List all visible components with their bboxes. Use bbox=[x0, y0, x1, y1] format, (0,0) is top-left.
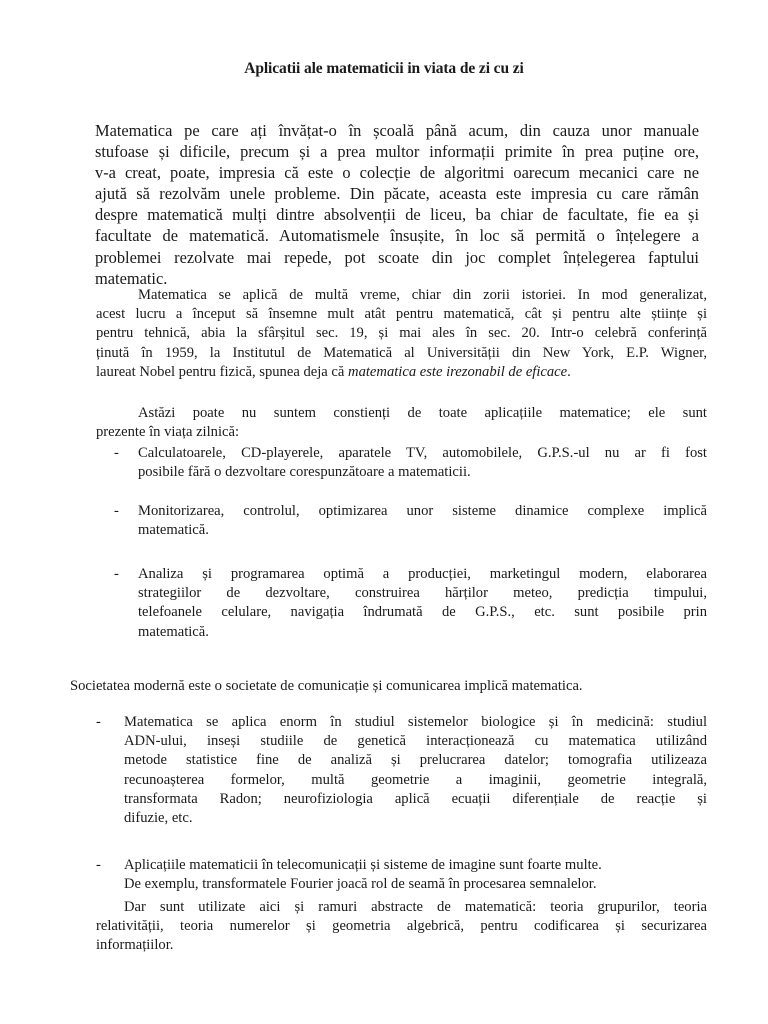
text-line: Monitorizarea, controlul, optimizarea unor sisteme dinamice complexe implică bbox=[138, 503, 707, 519]
text-line: matematic. bbox=[95, 268, 168, 288]
list-dash: - bbox=[114, 566, 119, 582]
text-line: Analiza și programarea optimă a producției, marketingul modern, elaborarea bbox=[138, 566, 707, 582]
history-paragraph bbox=[96, 286, 707, 382]
text-line: Matematica se aplica enorm în studiul sistemelor biologice și în medicină: studiul bbox=[124, 714, 707, 730]
society-paragraph bbox=[70, 677, 710, 696]
text-line: v-a creat, poate, impresia că este o colecție de algoritmi oarecum mecanici care ne bbox=[95, 163, 699, 183]
text-line: matematică. bbox=[138, 522, 209, 539]
text-line: despre matematică mulți dintre absolvenții de liceu, ba chiar de facultate, fie ea și bbox=[95, 205, 699, 225]
text-line: transformata Radon; neurofiziologia aplică ecuații diferențiale de reacție și bbox=[124, 790, 707, 807]
text-line: informațiilor. bbox=[96, 937, 174, 954]
abstract-paragraph bbox=[96, 898, 707, 956]
list-item bbox=[138, 444, 707, 482]
text-line: ADN-ului, inseși studiile de genetică interacționează cu matematica utilizând bbox=[124, 733, 707, 750]
text-line: Aplicațiile matematicii în telecomunicații și sisteme de imagine sunt foarte multe. bbox=[124, 857, 602, 873]
text-line: relativității, teoria numerelor și geometria algebrică, pentru codificarea și securizarea bbox=[96, 918, 707, 935]
text-line: telefoanele celulare, navigația îndrumată de G.P.S., etc. sunt posibile prin bbox=[138, 604, 707, 621]
list-item bbox=[124, 856, 707, 894]
text-line: difuzie, etc. bbox=[124, 810, 193, 827]
text-line: Matematica se aplică de multă vreme, chiar din zorii istoriei. In mod generalizat, bbox=[138, 287, 707, 303]
text-line: strategiilor de dezvoltare, construirea hărților meteo, predicția timpului, bbox=[138, 585, 707, 602]
text-line: Calculatoarele, CD-playerele, aparatele TV, automobilele, G.P.S.-ul nu ar fi fost bbox=[138, 445, 707, 461]
text-line: Matematica pe care ați învățat-o în școală până acum, din cauza unor manuale bbox=[95, 121, 699, 140]
text-line: recunoașterea formelor, multă geometrie a imaginii, geometrie integrală, bbox=[124, 771, 707, 788]
list-item bbox=[124, 713, 707, 828]
text-line: problemei rezolvate mai repede, pot scoate din joc complet înțelegerea faptului bbox=[95, 247, 699, 267]
list-dash: - bbox=[114, 445, 119, 461]
text-segment: . bbox=[567, 363, 571, 380]
text-line bbox=[96, 363, 707, 382]
text-line: Astăzi poate nu suntem constienți de toate aplicațiile matematice; ele sunt bbox=[138, 405, 707, 421]
list-item bbox=[138, 502, 707, 540]
text-line: stufoase și dificile, precum și a prea multor informații primite în prea puține ore, bbox=[95, 142, 699, 162]
text-line: pentru tehnică, abia la sfârșitul sec. 19, și mai ales în sec. 20. Intr-o celebră conferință bbox=[96, 325, 707, 342]
text-segment: laureat Nobel pentru fizică, spunea deja că bbox=[96, 363, 349, 380]
intro-paragraph bbox=[95, 120, 699, 289]
text-line: facultate de matematică. Automatismele însușite, în loc să permită o înțelegere a bbox=[95, 226, 699, 246]
wigner-quote: matematica este irezonabil de eficace bbox=[348, 363, 568, 380]
text-line: matematică. bbox=[138, 623, 209, 640]
text-line: De exemplu, transformatele Fourier joacă rol de seamă în procesarea semnalelor. bbox=[124, 876, 597, 893]
list-item bbox=[138, 565, 707, 642]
text-line: Societatea modernă este o societate de comunicație și comunicarea implică matematica. bbox=[70, 678, 583, 694]
text-line: posibile fără o dezvoltare corespunzătoare a matematicii. bbox=[138, 464, 471, 481]
list-dash: - bbox=[96, 857, 101, 873]
text-line: acest lucru a început să însemne mult atât pentru matematică, cât și pentru alte științe și bbox=[96, 306, 707, 323]
list-dash: - bbox=[114, 503, 119, 519]
text-line: ținută în 1959, la Institutul de Matematică al Universității din New York, E.P. Wigner, bbox=[96, 344, 707, 361]
text-line: Dar sunt utilizate aici și ramuri abstracte de matematică: teoria grupurilor, teoria bbox=[124, 899, 707, 915]
text-line: ajută să rezolvăm unele probleme. Din păcate, aceasta este impresia cu care rămân bbox=[95, 184, 699, 204]
text-line: metode statistice fine de analiză și prelucrarea datelor; tomografia utilizeaza bbox=[124, 752, 707, 769]
list-dash: - bbox=[96, 714, 101, 730]
text-line: prezente în viața zilnică: bbox=[96, 424, 240, 441]
today-paragraph bbox=[96, 404, 707, 442]
page-title: Aplicatii ale matematicii in viata de zi cu zi bbox=[244, 60, 524, 77]
